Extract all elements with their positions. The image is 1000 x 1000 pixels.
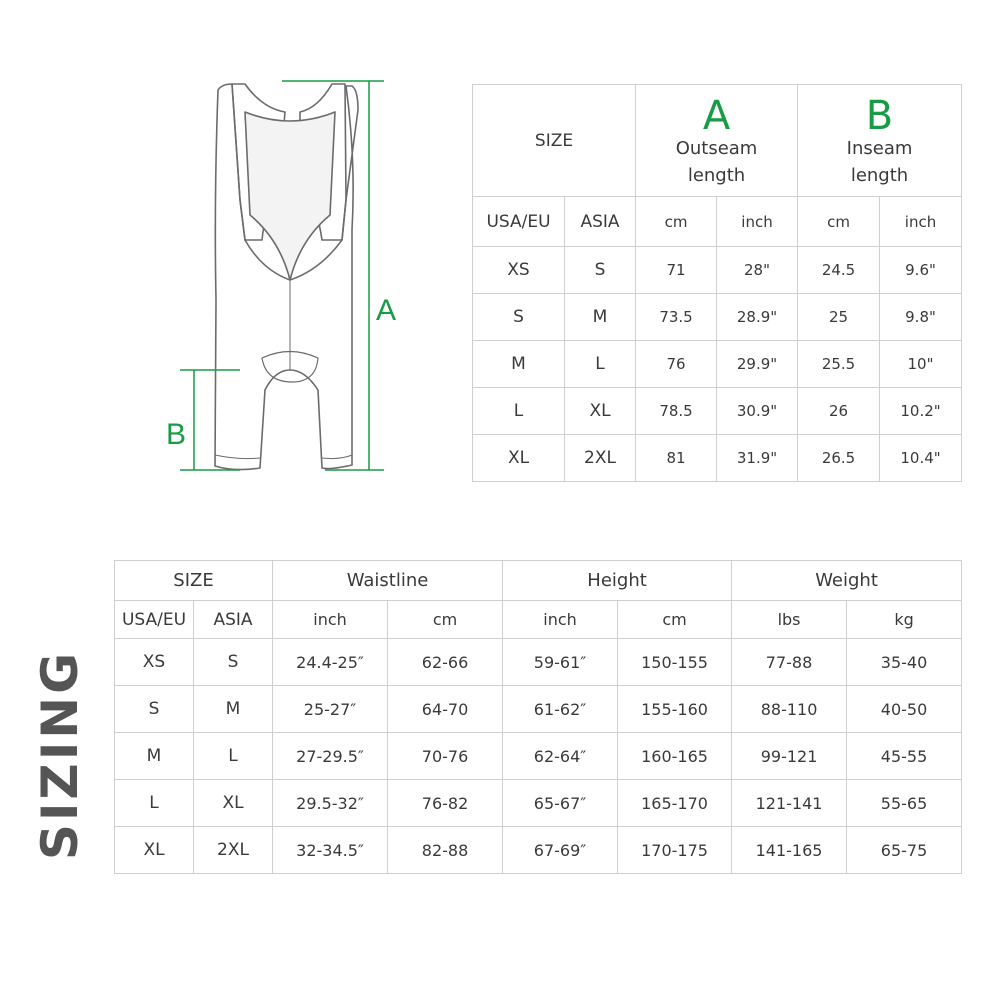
table-cell: L	[565, 341, 636, 388]
table-cell: S	[473, 294, 565, 341]
unit-cell: cm	[618, 601, 732, 639]
table-cell: 9.6"	[880, 247, 962, 294]
table-cell: 77-88	[732, 639, 847, 686]
table-cell: 99-121	[732, 733, 847, 780]
marker-b-label: B	[166, 418, 187, 451]
inseam-letter: B	[865, 92, 894, 139]
outseam-letter: A	[702, 92, 731, 139]
table-cell: 32-34.5″	[273, 827, 388, 874]
table-cell: 59-61″	[503, 639, 618, 686]
unit-cell: kg	[847, 601, 962, 639]
table-cell: 10"	[880, 341, 962, 388]
table-cell: 27-29.5″	[273, 733, 388, 780]
table-row	[115, 780, 962, 827]
table-cell: 160-165	[618, 733, 732, 780]
table-cell: 150-155	[618, 639, 732, 686]
table-row	[473, 294, 962, 341]
table-cell: 81	[636, 435, 717, 482]
length-size-table	[472, 84, 962, 482]
inseam-label-line1: Inseam	[846, 137, 913, 159]
table-cell: 82-88	[388, 827, 503, 874]
table-cell: 10.4"	[880, 435, 962, 482]
table-cell: 71	[636, 247, 717, 294]
table-cell: 29.9"	[717, 341, 798, 388]
inseam-header	[798, 85, 962, 197]
unit-cell: ASIA	[565, 197, 636, 247]
table-cell: M	[194, 686, 273, 733]
table-cell: 62-66	[388, 639, 503, 686]
table-cell: 35-40	[847, 639, 962, 686]
table-cell: 155-160	[618, 686, 732, 733]
table-cell: 55-65	[847, 780, 962, 827]
inseam-label-line2: length	[850, 164, 909, 186]
table-cell: 2XL	[194, 827, 273, 874]
table-row	[115, 639, 962, 686]
table-cell: 10.2"	[880, 388, 962, 435]
table-cell: 24.5	[798, 247, 880, 294]
table-cell: 30.9"	[717, 388, 798, 435]
table-cell: 26.5	[798, 435, 880, 482]
table-cell: 29.5-32″	[273, 780, 388, 827]
table-row	[115, 686, 962, 733]
table-cell: XL	[194, 780, 273, 827]
table-cell: XL	[565, 388, 636, 435]
table-cell: 24.4-25″	[273, 639, 388, 686]
table-row	[115, 733, 962, 780]
unit-cell: cm	[636, 197, 717, 247]
table-cell: S	[115, 686, 194, 733]
table-cell: 78.5	[636, 388, 717, 435]
table-cell: 9.8"	[880, 294, 962, 341]
table-cell: 165-170	[618, 780, 732, 827]
body-size-table	[114, 560, 962, 874]
unit-cell: lbs	[732, 601, 847, 639]
unit-cell: cm	[388, 601, 503, 639]
height-header: Height	[503, 561, 732, 601]
table-cell: L	[115, 780, 194, 827]
table-cell: M	[565, 294, 636, 341]
table-cell: 88-110	[732, 686, 847, 733]
table-cell: M	[115, 733, 194, 780]
table-cell: 26	[798, 388, 880, 435]
waistline-header: Waistline	[273, 561, 503, 601]
unit-cell: ASIA	[194, 601, 273, 639]
table-cell: 76-82	[388, 780, 503, 827]
unit-cell: cm	[798, 197, 880, 247]
table-cell: 61-62″	[503, 686, 618, 733]
size-header: SIZE	[473, 85, 636, 197]
outseam-label-line1: Outseam	[675, 137, 758, 159]
table-cell: S	[194, 639, 273, 686]
unit-cell: USA/EU	[115, 601, 194, 639]
table-row	[473, 341, 962, 388]
table-cell: 28.9"	[717, 294, 798, 341]
bib-shorts-diagram	[0, 0, 470, 500]
outseam-header	[636, 85, 798, 197]
unit-cell: inch	[717, 197, 798, 247]
table-cell: 62-64″	[503, 733, 618, 780]
table-cell: 70-76	[388, 733, 503, 780]
table-cell: 65-75	[847, 827, 962, 874]
table-cell: XS	[473, 247, 565, 294]
table-cell: 67-69″	[503, 827, 618, 874]
table-cell: 141-165	[732, 827, 847, 874]
table-cell: 65-67″	[503, 780, 618, 827]
table-cell: L	[194, 733, 273, 780]
weight-header: Weight	[732, 561, 962, 601]
size-header: SIZE	[115, 561, 273, 601]
table-cell: 170-175	[618, 827, 732, 874]
table-cell: 31.9"	[717, 435, 798, 482]
table-cell: 64-70	[388, 686, 503, 733]
unit-cell: inch	[273, 601, 388, 639]
table-cell: 25.5	[798, 341, 880, 388]
unit-cell: USA/EU	[473, 197, 565, 247]
unit-cell: inch	[880, 197, 962, 247]
table-cell: M	[473, 341, 565, 388]
table-cell: 73.5	[636, 294, 717, 341]
table-cell: 25-27″	[273, 686, 388, 733]
table-cell: 2XL	[565, 435, 636, 482]
table-cell: S	[565, 247, 636, 294]
table-cell: 121-141	[732, 780, 847, 827]
table-cell: XL	[473, 435, 565, 482]
table-cell: XL	[115, 827, 194, 874]
outseam-label-line2: length	[687, 164, 746, 186]
table-cell: 25	[798, 294, 880, 341]
table-row	[473, 388, 962, 435]
table-cell: 76	[636, 341, 717, 388]
table-cell: 40-50	[847, 686, 962, 733]
table-row	[473, 247, 962, 294]
table-cell: 45-55	[847, 733, 962, 780]
sizing-side-label: SIZING	[31, 649, 89, 861]
table-row	[473, 435, 962, 482]
unit-cell: inch	[503, 601, 618, 639]
marker-a-label: A	[376, 294, 397, 327]
table-cell: XS	[115, 639, 194, 686]
table-cell: L	[473, 388, 565, 435]
table-row	[115, 827, 962, 874]
table-cell: 28"	[717, 247, 798, 294]
